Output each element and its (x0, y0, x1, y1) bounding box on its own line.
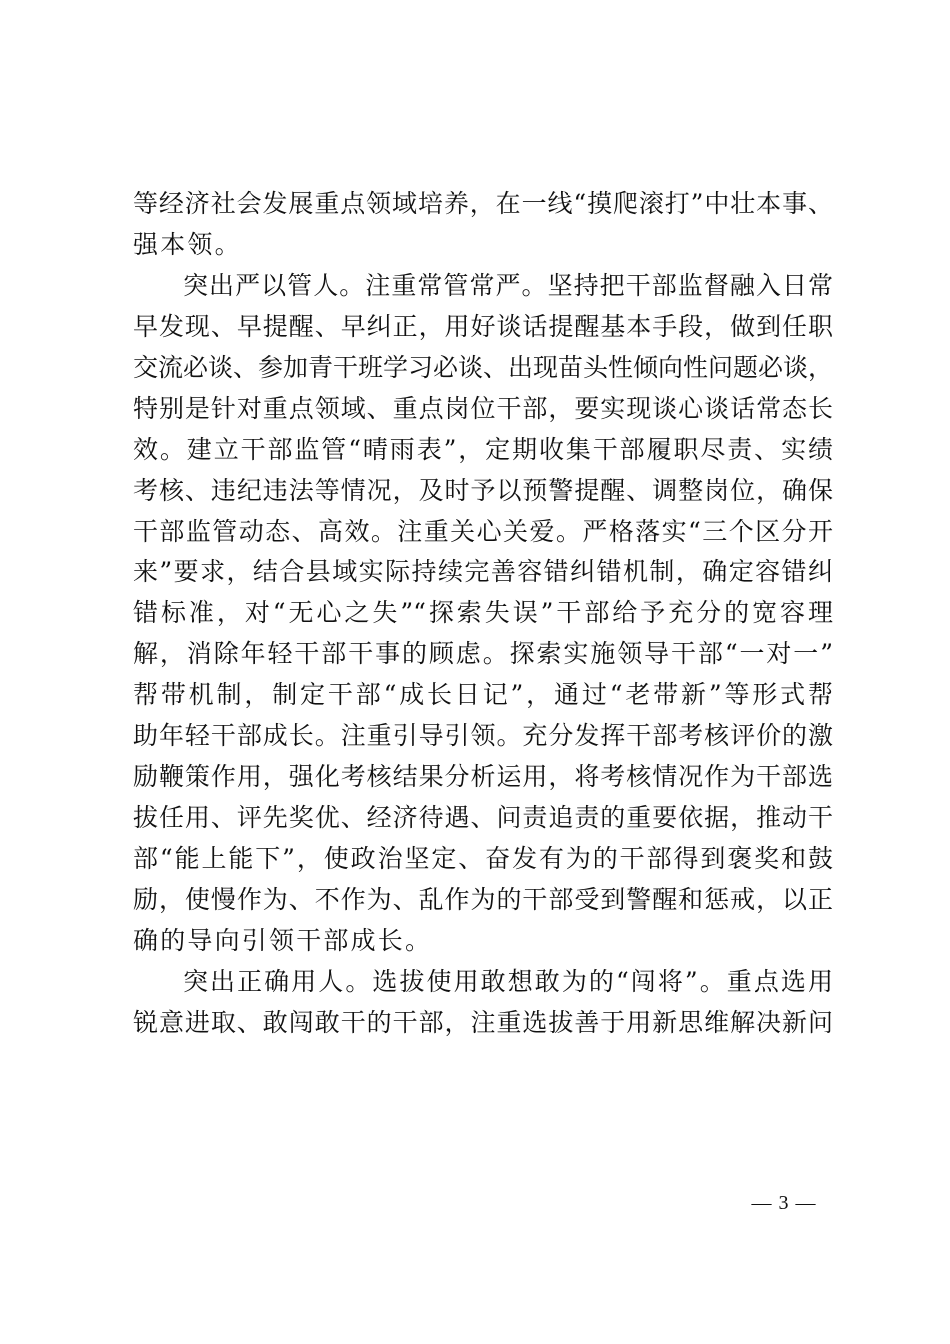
paragraph-start-line: 突出严以管人。注重常管常严。坚持把干部监督融入日常 (183, 270, 833, 300)
text-line: 特别是针对重点领域、重点岗位干部，要实现谈心谈话常态长 (133, 393, 833, 423)
text-line: 锐意进取、敢闯敢干的干部，注重选拔善于用新思维解决新问 (133, 1007, 833, 1037)
text-line: 解，消除年轻干部干事的顾虑。探索实施领导干部“一对一” (133, 639, 833, 669)
text-line: 励鞭策作用，强化考核结果分析运用，将考核情况作为干部选 (133, 762, 833, 792)
text-line: 来”要求，结合县域实际持续完善容错纠错机制，确定容错纠 (133, 557, 833, 587)
text-line: 交流必谈、参加青干班学习必谈、出现苗头性倾向性问题必谈， (133, 352, 834, 382)
text-line: 助年轻干部成长。注重引导引领。充分发挥干部考核评价的激 (133, 721, 833, 751)
text-line: 部“能上能下”，使政治坚定、奋发有为的干部得到褒奖和鼓 (133, 844, 833, 873)
page-number: — 3 — (751, 1192, 817, 1214)
text-line: 早发现、早提醒、早纠正，用好谈话提醒基本手段，做到任职 (133, 311, 833, 341)
body-text (133, 184, 833, 1044)
paragraph-start-line: 突出正确用人。选拔使用敢想敢为的“闯将”。重点选用 (183, 966, 833, 996)
text-line: 干部监管动态、高效。注重关心关爱。严格落实“三个区分开 (133, 516, 833, 546)
text-line: 错标准，对“无心之失”“探索失误”干部给予充分的宽容理 (133, 598, 833, 628)
text-line: 确的导向引领干部成长。 (133, 925, 433, 955)
text-line: 励，使慢作为、不作为、乱作为的干部受到警醒和惩戒，以正 (133, 884, 833, 914)
text-line: 考核、违纪违法等情况，及时予以预警提醒、调整岗位，确保 (133, 475, 833, 505)
text-line: 强本领。 (133, 229, 242, 259)
text-line: 帮带机制，制定干部“成长日记”，通过“老带新”等形式帮 (133, 680, 833, 710)
text-line: 等经济社会发展重点领域培养，在一线“摸爬滚打”中壮本事、 (133, 189, 833, 218)
text-line: 拔任用、评先奖优、经济待遇、问责追责的重要依据，推动干 (133, 803, 833, 833)
text-line: 效。建立干部监管“晴雨表”，定期收集干部履职尽责、实绩 (133, 434, 833, 464)
